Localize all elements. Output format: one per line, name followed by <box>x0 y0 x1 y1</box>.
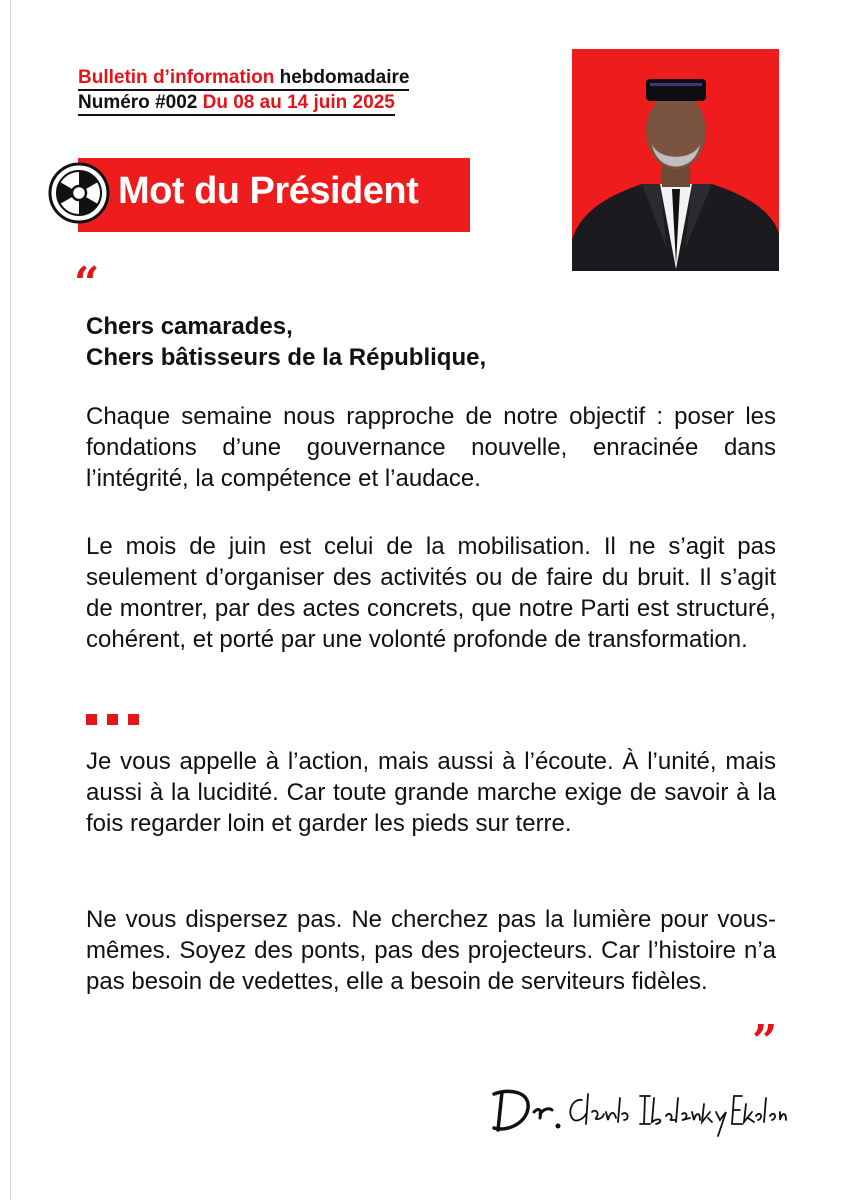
greeting-line2: Chers bâtisseurs de la République, <box>86 344 487 371</box>
paragraph-3: Je vous appelle à l’action, mais aussi à l’écoute. À l’unité, mais aussi à la lucidité. Car toute grande marche exige de savoir à la fois regarder loin et garder les pieds sur terre. <box>86 748 776 837</box>
bulletin-header-line1 <box>78 67 409 91</box>
open-quote-mark: “ <box>74 258 100 309</box>
bulletin-header-line2 <box>78 92 395 116</box>
greeting-line1: Chers camarades, <box>86 313 293 340</box>
close-quote-mark: ” <box>752 1016 778 1067</box>
issue-number: Numéro #002 <box>78 92 198 113</box>
ellipsis-marker <box>86 712 149 724</box>
page-title: Mot du Président <box>118 170 419 212</box>
bulletin-frequency: hebdomadaire <box>279 67 410 88</box>
ellipsis-dot <box>86 714 97 725</box>
party-emblem-icon <box>48 162 110 224</box>
president-portrait-image <box>572 49 779 271</box>
paragraph-2: Le mois de juin est celui de la mobilisation. Il ne s’agit pas seulement d’organiser des activités ou de faire du bruit. Il s’agit de montrer, par des actes concrets, que notre Parti est structuré, cohérent, et porté par une volonté profonde de transformation. <box>86 533 776 653</box>
president-portrait <box>572 49 779 271</box>
paragraph-1: Chaque semaine nous rapproche de notre objectif : poser les fondations d’une gouvernance nouvelle, enracinée dans l’intégrité, la compétence et l’audace. <box>86 403 776 492</box>
signature-image <box>490 1084 790 1140</box>
issue-dates: Du 08 au 14 juin 2025 <box>202 92 395 113</box>
ellipsis-dot <box>107 714 118 725</box>
paragraph-4: Ne vous dispersez pas. Ne cherchez pas la lumière pour vous-mêmes. Soyez des ponts, pas des projecteurs. Car l’histoire n’a pas besoin de vedettes, elle a besoin de serviteurs fidèles. <box>86 906 776 995</box>
bulletin-label: Bulletin d’information <box>78 67 275 88</box>
ellipsis-dot <box>128 714 139 725</box>
